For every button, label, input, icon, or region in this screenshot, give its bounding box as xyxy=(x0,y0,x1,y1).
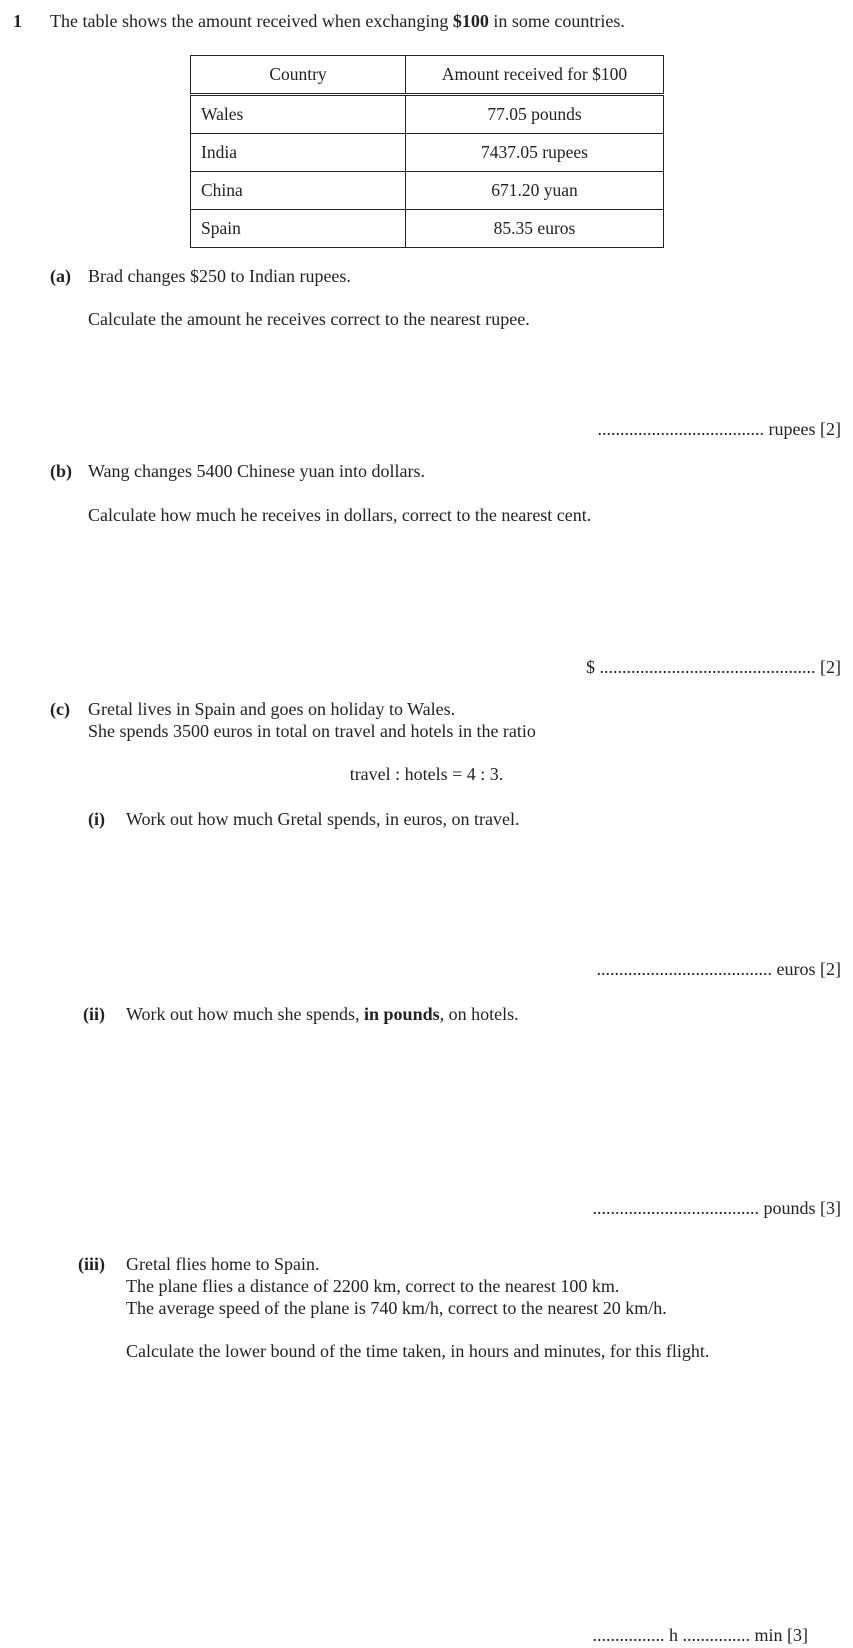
part-c-iii-statement: Gretal flies home to Spain. xyxy=(126,1254,320,1274)
country-cell: China xyxy=(191,172,406,210)
part-c-statement-2: She spends 3500 euros in total on travel and hotels in the ratio xyxy=(88,721,536,741)
amount-cell: 85.35 euros xyxy=(406,210,664,248)
part-a-statement: Brad changes $250 to Indian rupees. xyxy=(88,266,351,286)
part-a-instruction: Calculate the amount he receives correct to the nearest rupee. xyxy=(88,309,530,329)
part-b-instruction: Calculate how much he receives in dollars, correct to the nearest cent. xyxy=(88,505,592,525)
part-c-iii-instruction: Calculate the lower bound of the time taken, in hours and minutes, for this flight. xyxy=(126,1341,710,1361)
part-c-iii-label: (iii) xyxy=(78,1254,105,1274)
part-c-ii-instruction xyxy=(126,1005,519,1023)
column-header-country: Country xyxy=(191,56,406,95)
part-c-iii-distance: The plane flies a distance of 2200 km, correct to the nearest 100 km. xyxy=(126,1276,620,1296)
intro-amount: $100 xyxy=(452,11,489,31)
question-number: 1 xyxy=(13,11,22,31)
part-c-label: (c) xyxy=(50,699,70,719)
question-intro xyxy=(50,12,625,30)
country-cell: Spain xyxy=(191,210,406,248)
part-c-ii-answer-line[interactable]: ..................................... pounds [3] xyxy=(592,1198,841,1218)
amount-cell: 671.20 yuan xyxy=(406,172,664,210)
table-row xyxy=(191,134,664,172)
table-row xyxy=(191,210,664,248)
part-b-statement: Wang changes 5400 Chinese yuan into dollars. xyxy=(88,461,425,481)
part-c-ii-text-start: Work out how much she spends, xyxy=(126,1004,365,1024)
table-header-row xyxy=(191,56,664,95)
intro-text-start: The table shows the amount received when exchanging xyxy=(50,11,453,31)
part-c-ii-emphasis: in pounds xyxy=(364,1004,440,1024)
part-c-i-instruction: Work out how much Gretal spends, in euros, on travel. xyxy=(126,809,520,829)
part-c-iii-answer-line[interactable]: ................ h ............... min [3] xyxy=(592,1625,808,1645)
part-c-iii-speed: The average speed of the plane is 740 km/h, correct to the nearest 20 km/h. xyxy=(126,1298,667,1318)
part-a-label: (a) xyxy=(50,266,71,286)
column-header-amount: Amount received for $100 xyxy=(406,56,664,95)
part-a-answer-line[interactable]: ..................................... rupees [2] xyxy=(597,419,841,439)
table-row xyxy=(191,95,664,134)
part-b-label: (b) xyxy=(50,461,72,481)
amount-cell: 7437.05 rupees xyxy=(406,134,664,172)
amount-cell: 77.05 pounds xyxy=(406,95,664,134)
table-row xyxy=(191,172,664,210)
part-c-statement: Gretal lives in Spain and goes on holiday to Wales. xyxy=(88,699,456,719)
intro-text-end: in some countries. xyxy=(488,11,625,31)
part-c-ii-text-end: , on hotels. xyxy=(439,1004,519,1024)
part-b-answer-line[interactable]: $ ................................................ [2] xyxy=(586,657,841,677)
part-c-ii-label: (ii) xyxy=(83,1004,105,1024)
country-cell: India xyxy=(191,134,406,172)
ratio-equation: travel : hotels = 4 : 3. xyxy=(349,764,504,784)
country-cell: Wales xyxy=(191,95,406,134)
part-c-i-answer-line[interactable]: ....................................... euros [2] xyxy=(596,959,841,979)
exchange-rate-table xyxy=(190,55,664,248)
part-c-i-label: (i) xyxy=(88,809,105,829)
